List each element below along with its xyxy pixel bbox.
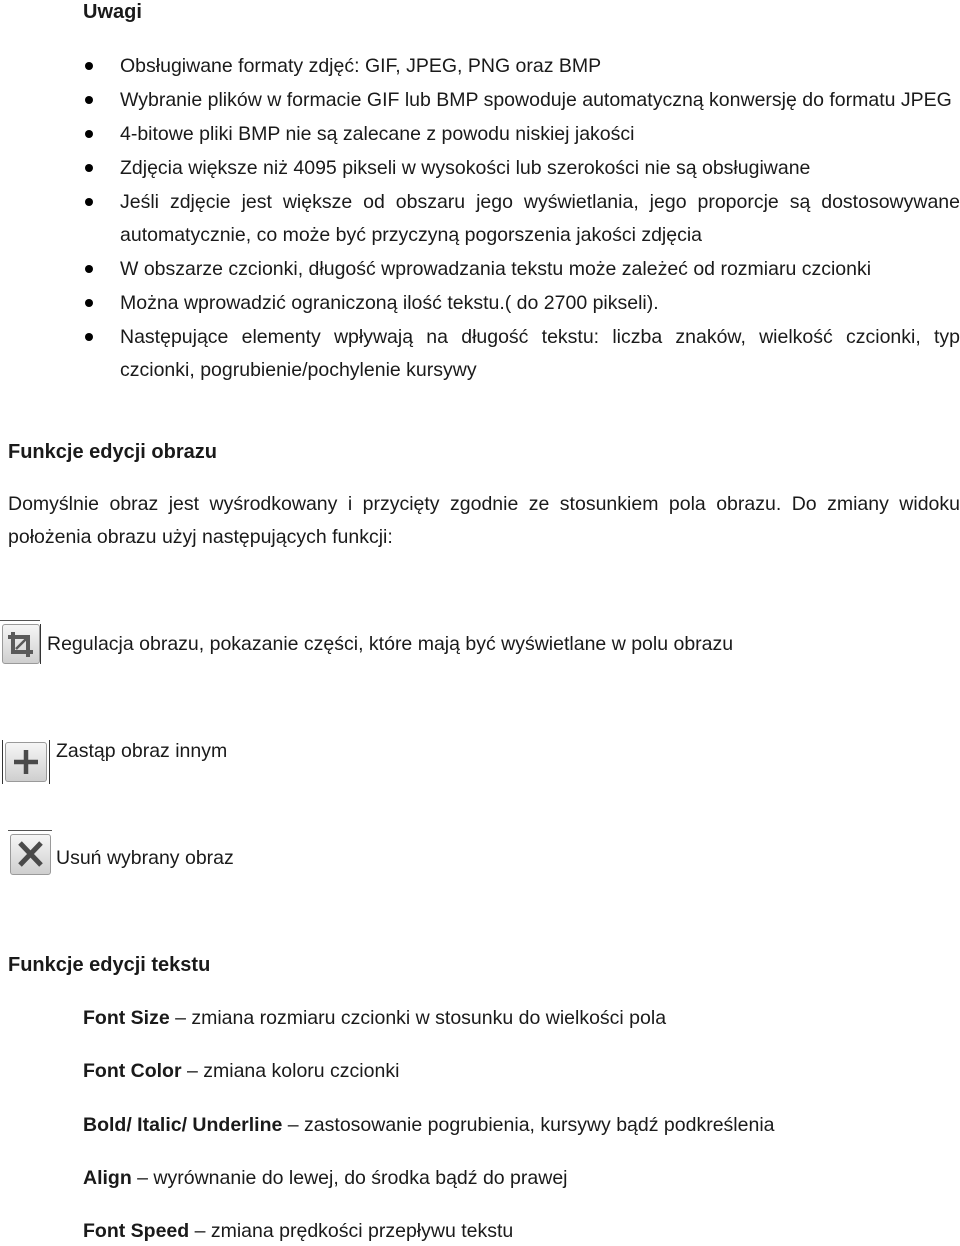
replace-button[interactable] xyxy=(5,742,47,782)
notes-heading: Uwagi xyxy=(83,1,142,23)
text-functions-heading: Funkcje edycji tekstu xyxy=(8,954,211,976)
text-function-desc: – zmiana prędkości przepływu tekstu xyxy=(189,1220,514,1242)
image-functions-intro: Domyślnie obraz jest wyśrodkowany i przycięty zgodnie ze stosunkiem pola obrazu. Do zmiany widoku położenia obrazu użyj następujących funkcji: xyxy=(8,493,960,548)
text-function-desc: – zmiana koloru czcionki xyxy=(181,1060,400,1082)
crop-icon xyxy=(3,625,39,663)
text-function-font-color xyxy=(83,1058,399,1084)
close-icon xyxy=(11,835,50,874)
note-item: Wybranie plików w formacie GIF lub BMP spowoduje automatyczną konwersję do formatu JPEG xyxy=(83,84,960,117)
crop-description: Regulacja obrazu, pokazanie części, które mają być wyświetlane w polu obrazu xyxy=(47,633,734,655)
note-item: Obsługiwane formaty zdjęć: GIF, JPEG, PNG oraz BMP xyxy=(83,50,960,83)
image-functions-heading: Funkcje edycji obrazu xyxy=(8,441,217,463)
delete-button[interactable] xyxy=(10,834,51,875)
replace-description: Zastąp obraz innym xyxy=(56,740,228,762)
crop-button[interactable] xyxy=(2,624,40,664)
note-item: Jeśli zdjęcie jest większe od obszaru jego wyświetlania, jego proporcje są dostosowywane automatycznie, co może być przyczyną pogorszenia jakości zdjęcia xyxy=(83,186,960,252)
text-function-term: Align xyxy=(83,1167,132,1189)
notes-list xyxy=(83,50,960,388)
text-function-term: Font Speed xyxy=(83,1220,190,1242)
note-item: Można wprowadzić ograniczoną ilość tekstu.( do 2700 pikseli). xyxy=(83,287,960,320)
text-function-style xyxy=(83,1112,775,1138)
text-function-desc: – zastosowanie pogrubienia, kursywy bądź podkreślenia xyxy=(282,1114,775,1136)
note-item: 4-bitowe pliki BMP nie są zalecane z powodu niskiej jakości xyxy=(83,118,960,151)
text-function-desc: – wyrównanie do lewej, do środka bądź do prawej xyxy=(131,1167,568,1189)
note-item: W obszarze czcionki, długość wprowadzania tekstu może zależeć od rozmiaru czcionki xyxy=(83,253,960,286)
delete-description: Usuń wybrany obraz xyxy=(56,847,234,869)
text-function-align xyxy=(83,1165,568,1191)
text-function-term: Font Size xyxy=(83,1007,170,1029)
plus-icon xyxy=(6,743,46,781)
text-function-desc: – zmiana rozmiaru czcionki w stosunku do wielkości pola xyxy=(169,1007,667,1029)
text-function-font-size xyxy=(83,1005,666,1031)
text-function-font-speed xyxy=(83,1218,513,1244)
note-item: Zdjęcia większe niż 4095 pikseli w wysokości lub szerokości nie są obsługiwane xyxy=(83,152,960,185)
note-item: Następujące elementy wpływają na długość tekstu: liczba znaków, wielkość czcionki, typ czcionki, pogrubienie/pochylenie kursywy xyxy=(83,321,960,387)
text-function-term: Font Color xyxy=(83,1060,182,1082)
text-function-term: Bold/ Italic/ Underline xyxy=(83,1114,283,1136)
